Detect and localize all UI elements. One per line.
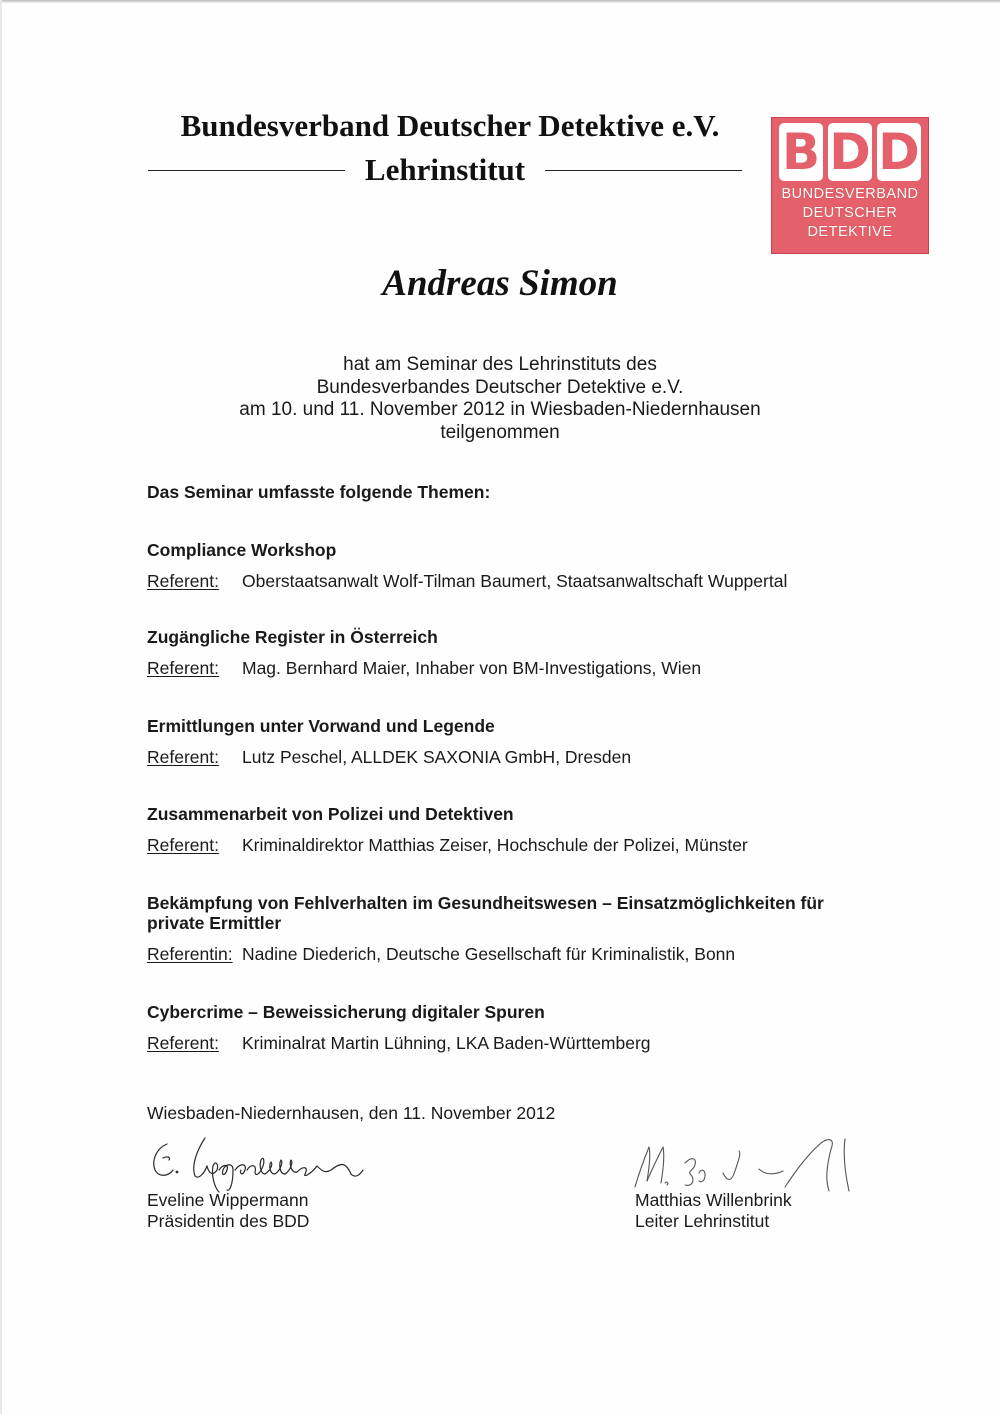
topic-item (147, 627, 867, 678)
intro-text (100, 354, 900, 444)
speaker-label: Referent: (147, 571, 219, 591)
speaker-label: Referent: (147, 747, 219, 767)
logo-letters (779, 123, 921, 181)
speaker-name: Kriminaldirektor Matthias Zeiser, Hochschule der Polizei, Münster (242, 835, 748, 855)
logo-letter-d2: D (878, 123, 920, 181)
topic-item (147, 540, 867, 591)
signer-name-left: Eveline Wippermann (147, 1190, 309, 1210)
speaker-name: Kriminalrat Martin Lühning, LKA Baden-Württemberg (242, 1033, 651, 1053)
logo-line-1: BUNDESVERBAND (781, 186, 919, 202)
signer-role-left: Präsidentin des BDD (147, 1211, 310, 1231)
scan-edge-top (0, 0, 1000, 3)
signer-name-right: Matthias Willenbrink (635, 1190, 792, 1210)
institute-rule-left (148, 170, 345, 171)
topic-title: Compliance Workshop (147, 540, 337, 560)
bdd-logo (771, 117, 929, 254)
topic-item (147, 804, 867, 855)
speaker-name: Lutz Peschel, ALLDEK SAXONIA GmbH, Dresden (242, 747, 632, 767)
topic-item (147, 716, 867, 767)
speaker-row (147, 747, 867, 767)
scan-edge-left (0, 0, 2, 1414)
speaker-row (147, 1033, 867, 1053)
signature-block-right (635, 1190, 792, 1232)
topic-title: Zusammenarbeit von Polizei und Detektiven (147, 804, 514, 824)
institute-title: Lehrinstitut (364, 152, 526, 187)
speaker-label: Referent: (147, 1033, 219, 1053)
intro-line-1: hat am Seminar des Lehrinstituts des (343, 354, 657, 375)
logo-letter-d1: D (829, 123, 871, 181)
speaker-row (147, 658, 867, 678)
organization-title: Bundesverband Deutscher Detektive e.V. (180, 108, 720, 143)
speaker-row (147, 944, 847, 964)
topic-title: Zugängliche Register in Österreich (147, 627, 438, 647)
topic-title: Cybercrime – Beweissicherung digitaler Spuren (147, 1002, 545, 1022)
speaker-row (147, 571, 867, 591)
topic-item (147, 1002, 867, 1053)
speaker-row (147, 835, 867, 855)
topic-title: Ermittlungen unter Vorwand und Legende (147, 716, 495, 736)
intro-line-3: am 10. und 11. November 2012 in Wiesbaden-Niedernhausen (239, 399, 761, 420)
logo-letter-b: B (779, 123, 823, 181)
recipient-name: Andreas Simon (382, 263, 618, 304)
institute-row (148, 150, 742, 190)
topic-title: Bekämpfung von Fehlverhalten im Gesundheitswesen – Einsatzmöglichkeiten für private Ermittler (147, 893, 824, 933)
topic-item (147, 893, 847, 964)
logo-wordmark (771, 185, 929, 242)
speaker-label: Referent: (147, 658, 219, 678)
speaker-name: Mag. Bernhard Maier, Inhaber von BM-Investigations, Wien (242, 658, 702, 678)
place-date: Wiesbaden-Niedernhausen, den 11. November 2012 (147, 1103, 556, 1123)
intro-line-4: teilgenommen (440, 421, 560, 443)
signature-block-left (147, 1190, 309, 1232)
topics-heading: Das Seminar umfasste folgende Themen: (147, 482, 491, 502)
intro-line-2: Bundesverbandes Deutscher Detektive e.V. (316, 376, 684, 398)
speaker-name: Oberstaatsanwalt Wolf-Tilman Baumert, Staatsanwaltschaft Wuppertal (242, 571, 788, 591)
speaker-label: Referentin: (147, 944, 233, 964)
logo-line-2: DEUTSCHER (802, 205, 898, 221)
institute-rule-right (545, 170, 742, 171)
logo-line-3: DETEKTIVE (807, 224, 893, 240)
speaker-label: Referent: (147, 835, 219, 855)
signer-role-right: Leiter Lehrinstitut (635, 1211, 770, 1231)
speaker-name: Nadine Diederich, Deutsche Gesellschaft für Kriminalistik, Bonn (242, 944, 736, 964)
